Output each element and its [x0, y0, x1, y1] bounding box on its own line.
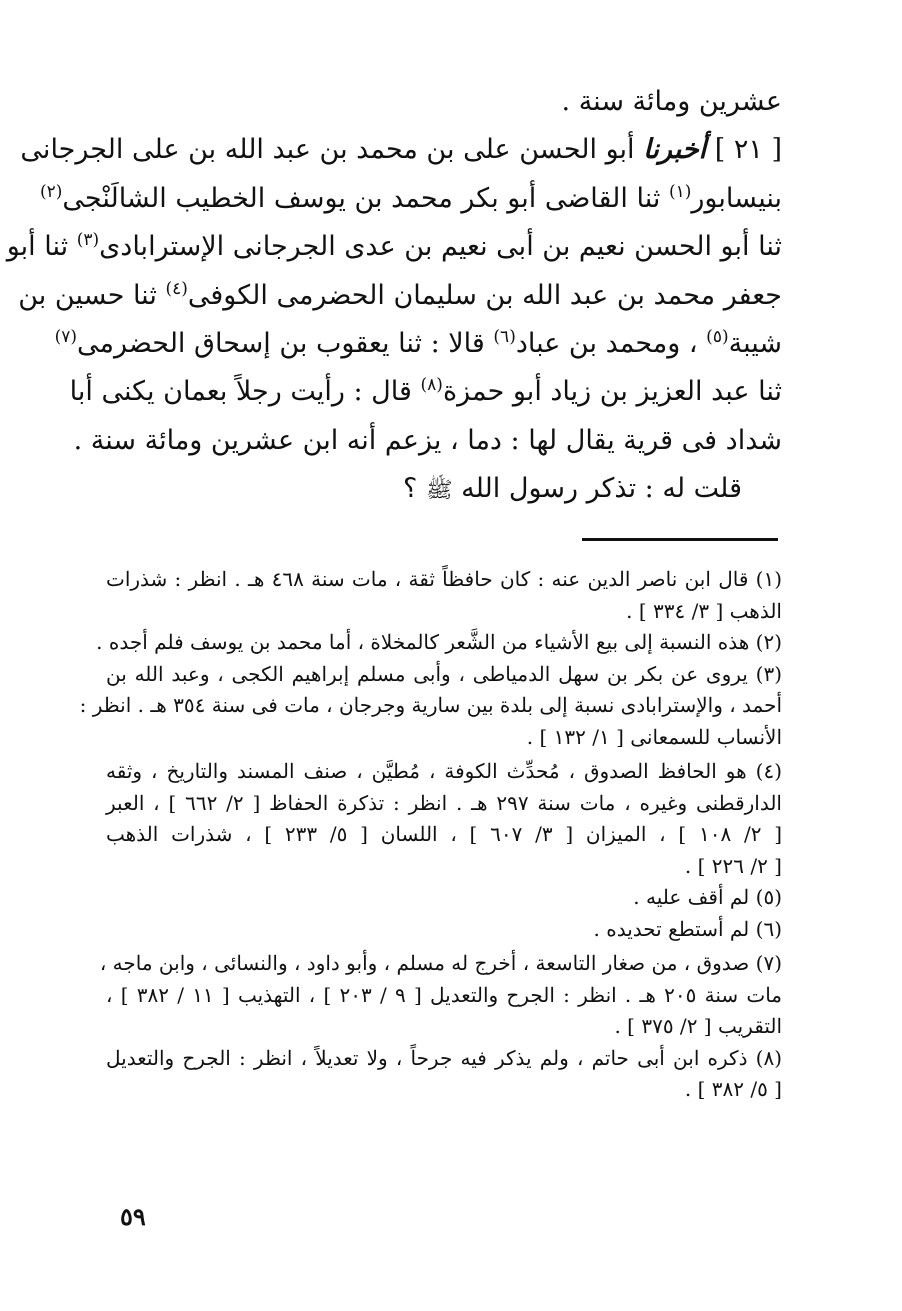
footnote-1-line: (١) قال ابن ناصر الدين عنه : كان حافظاً ثقة ، مات سنة ٤٦٨ هـ . انظر : شذرات: [106, 567, 782, 591]
footnote-4-line: [ ٢/ ٢٢٦ ] .: [684, 853, 782, 878]
footnote-2-line: (٢) هذه النسبة إلى بيع الأشياء من الشَّعر كالمخلاة ، أما محمد بن يوسف فلم أجده .: [96, 630, 782, 654]
text-line-6: [54, 320, 782, 368]
footnote-marker[interactable]: (٢): [39, 181, 63, 202]
text-line-9: [106, 465, 782, 513]
text-line-4: [6, 223, 782, 271]
text-fragment: قال : رأيت رجلاً بعمان يكنى أبا: [69, 376, 412, 408]
footnote-8-line: [ ٥/ ٣٨٢ ] .: [684, 1077, 782, 1101]
text-line-2: [20, 126, 782, 174]
text-fragment: قالا : ثنا يعقوب بن إسحاق الحضرمى: [77, 327, 485, 359]
hadith-number: [ ٢١ ]: [714, 134, 782, 166]
footnote-marker[interactable]: (٣): [76, 230, 100, 251]
footnote-separator: [582, 538, 778, 541]
footnote-marker[interactable]: (٥): [706, 326, 729, 347]
text-fragment: ؟: [403, 473, 418, 505]
main-text: [6, 78, 782, 514]
footnote-7-line: مات سنة ٢٠٥ هـ . انظر : الجرح والتعديل [ ٩ / ٢٠٣ ] ، التهذيب [ ١١ / ٣٨٢ ] ،: [106, 982, 783, 1007]
footnote-3-line: أحمد ، والإسترابادى نسبة إلى بلدة بين سارية وجرجان ، مات فى سنة ٣٥٤ هـ . انظر :: [79, 693, 782, 717]
footnote-marker[interactable]: (٤): [165, 278, 188, 299]
footnotes: [79, 564, 783, 1106]
text-fragment: ثنا حسين بن: [18, 279, 157, 311]
footnote-4-line: [ ٢/ ١٠٨ ] ، الميزان [ ٣/ ٦٠٧ ] ، اللسان [ ٥/ ٢٣٣ ] ، شذرات الذهب: [106, 822, 782, 846]
footnote-3-line: الأنساب للسمعانى [ ١/ ١٣٢ ] .: [526, 724, 782, 749]
footnote-1-line: الذهب [ ٣/ ٣٣٤ ] .: [626, 598, 782, 623]
text-line-8: [73, 417, 782, 465]
text-line-1: [106, 78, 782, 126]
text-line-5: [18, 272, 782, 320]
footnote-marker[interactable]: (٧): [54, 326, 77, 347]
text-fragment: ثنا عبد العزيز بن زياد أبو حمزة: [442, 376, 782, 408]
salawat-glyph: ﷺ: [425, 478, 453, 504]
footnote-4-line: (٤) هو الحافظ الصدوق ، مُحدِّث الكوفة ، مُطيَّن ، صنف المسند والتاريخ ، وثقه: [106, 759, 782, 783]
footnote-marker[interactable]: (٦): [493, 326, 516, 347]
page-number: ٥٩: [120, 1202, 146, 1231]
text-fragment: ، ومحمد بن عباد: [515, 327, 698, 359]
text-fragment: شيبة: [728, 327, 782, 359]
text-fragment: شداد فى قرية يقال لها : دما ، يزعم أنه ابن عشرين ومائة سنة .: [73, 424, 782, 456]
text-fragment: أبو الحسن على بن محمد بن عبد الله بن على الجرجانى: [20, 134, 635, 166]
footnote-4-line: الدارقطنى وغيره ، مات سنة ٢٩٧ هـ . انظر : تذكرة الحفاظ [ ٢/ ٦٦٢ ] ، العبر: [106, 790, 782, 815]
footnote-8-line: (٨) ذكره ابن أبى حاتم ، ولم يذكر فيه جرحاً ، ولا تعديلاً ، انظر : الجرح والتعديل: [106, 1045, 782, 1070]
text-fragment: جعفر محمد بن عبد الله بن سليمان الحضرمى الكوفى: [187, 279, 782, 311]
footnote-6-line: (٦) لم أستطع تحديده .: [593, 916, 782, 941]
footnote-7-line: (٧) صدوق ، من صغار التاسعة ، أخرج له مسلم ، وأبو داود ، والنسائى ، وابن ماجه ،: [99, 951, 782, 975]
text-fragment: بنيسابور: [691, 182, 782, 214]
text-fragment: عشرين ومائة سنة .: [561, 86, 782, 117]
footnote-5-line: (٥) لم أقف عليه .: [633, 885, 782, 909]
text-fragment: ثنا القاضى أبو بكر محمد بن يوسف الخطيب الشالَنْجى: [62, 182, 661, 214]
footnote-marker[interactable]: (٨): [420, 375, 443, 396]
footnote-marker[interactable]: (١): [668, 181, 692, 202]
text-fragment: ثنا أبو: [6, 231, 69, 263]
transmission-word: أخبرنا: [643, 134, 707, 166]
footnote-3-line: (٣) يروى عن بكر بن سهل الدمياطى ، وأبى مسلم إبراهيم الكجى ، وعبد الله بن: [106, 661, 782, 686]
text-line-7: [69, 368, 782, 416]
text-fragment: قلت له : تذكر رسول الله: [461, 473, 742, 505]
text-fragment: ثنا أبو الحسن نعيم بن أبى نعيم بن عدى الجرجانى الإسترابادى: [99, 231, 782, 263]
text-line-3: [39, 175, 782, 223]
footnote-7-line: التقريب [ ٢/ ٣٧٥ ] .: [614, 1014, 782, 1038]
